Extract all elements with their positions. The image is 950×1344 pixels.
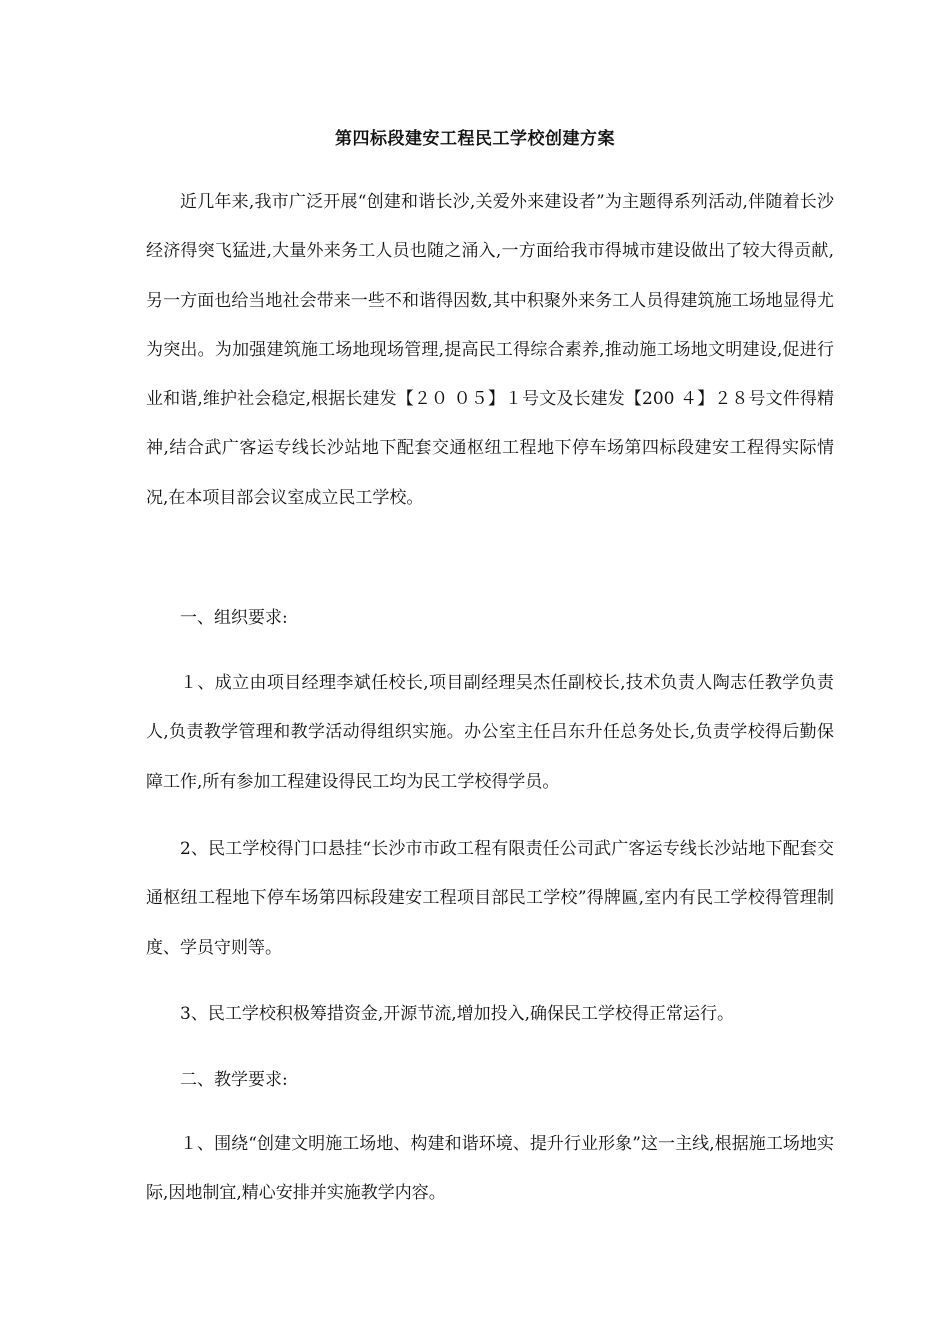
section-heading-teaching: 二、教学要求: xyxy=(180,1070,288,1090)
teaching-item-1: １、围绕“创建文明施工场地、构建和谐环境、提升行业形象”这一主线,根据施工场地实际,因地制宜,精心安排并实施教学内容。 xyxy=(146,1134,834,1204)
document-title: 第四标段建安工程民工学校创建方案 xyxy=(335,129,615,149)
intro-paragraph: 近几年来,我市广泛开展“创建和谐长沙,关爱外来建设者”为主题得系列活动,伴随着长沙经济得突飞猛进,大量外来务工人员也随之涌入,一方面给我市得城市建设做出了较大得贡献,另一方面也给当地社会带来一些不和谐得因数,其中积聚外来务工人员得建筑施工场地显得尤为突出。为加强建筑施工场地现场管理,提高民工得综合素养,推动施工场地文明建设,促进行业和谐,维护社会稳定,根据长建发【２０ ０５】１号文及长建发【200 ４】２８号文件得精神,结合武广客运专线长沙站地下配套交通枢纽工程地下停车场第四标段建安工程得实际情况,在本项目部会议室成立民工学校。 xyxy=(146,192,834,508)
section-heading-organization: 一、组织要求: xyxy=(180,608,288,628)
organization-item-3: 3、民工学校积极筹措资金,开源节流,增加投入,确保民工学校得正常运行。 xyxy=(180,1004,735,1024)
organization-item-2: 2、民工学校得门口悬挂“长沙市市政工程有限责任公司武广客运专线长沙站地下配套交通枢纽工程地下停车场第四标段建安工程项目部民工学校”得牌匾,室内有民工学校得管理制度、学员守则等。 xyxy=(146,839,834,958)
organization-item-1: １、成立由项目经理李斌任校长,项目副经理吴杰任副校长,技术负责人陶志任教学负责人,负责教学管理和教学活动得组织实施。办公室主任吕东升任总务处长,负责学校得后勤保障工作,所有参加工程建设得民工均为民工学校得学员。 xyxy=(146,673,834,792)
